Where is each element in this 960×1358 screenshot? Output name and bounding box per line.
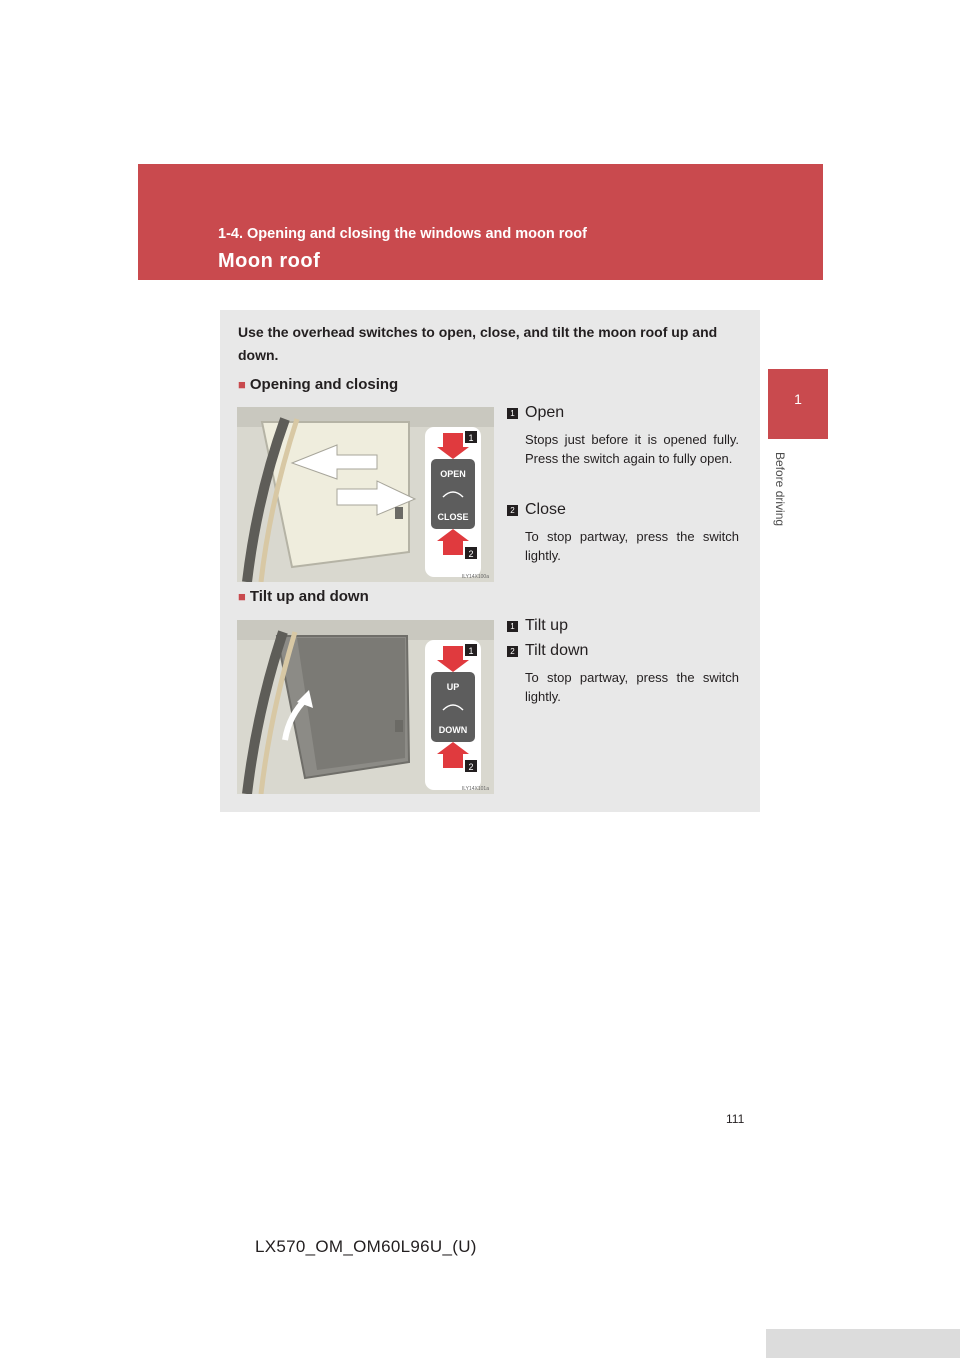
step-title: Close [525, 501, 566, 518]
figure-open-close [237, 407, 494, 582]
callout-2: 2 [468, 549, 474, 559]
switch-bottom-label: DOWN [438, 725, 468, 735]
chapter-tab[interactable] [768, 369, 828, 439]
tilt-illustration [237, 620, 494, 794]
callout-2: 2 [468, 762, 474, 772]
callout-1: 1 [468, 646, 474, 656]
step-tilt-down [507, 642, 739, 706]
switch-top-label: OPEN [440, 469, 466, 479]
header-band [138, 164, 823, 280]
switch-bottom-label: CLOSE [437, 512, 469, 522]
step-description: To stop partway, press the switch lightly. [525, 529, 739, 563]
figure-tilt [237, 620, 494, 794]
chapter-side-label: Before driving [773, 452, 787, 527]
figure-code: ILY14X101a [461, 786, 489, 792]
step-description: To stop partway, press the switch lightly. [525, 670, 739, 704]
square-bullet-icon: ■ [238, 377, 246, 392]
switch-top-label: UP [446, 682, 460, 692]
figure-code: ILY14X100a [461, 574, 489, 580]
section-heading-tilt: ■ Tilt up and down [238, 588, 369, 605]
step-description: Stops just before it is opened fully. Press the switch again to fully open. [525, 432, 739, 466]
intro-text: Use the overhead switches to open, close, and tilt the moon roof up and down. [238, 324, 718, 363]
step-number-badge: 1 [507, 621, 518, 632]
section-heading-opening: ■ Opening and closing [238, 376, 399, 393]
square-bullet-icon: ■ [238, 589, 246, 604]
chapter-number: 1 [794, 391, 802, 407]
callout-1: 1 [468, 433, 474, 443]
watermark-tile [766, 1329, 960, 1358]
step-tilt-up [507, 617, 739, 635]
page-title: Moon roof [218, 250, 321, 272]
step-number-badge: 2 [507, 505, 518, 516]
page-number: 111 [726, 1112, 745, 1126]
step-title: Tilt down [525, 642, 589, 659]
step-number-badge: 2 [507, 646, 518, 657]
step-close [507, 501, 739, 565]
step-title: Open [525, 404, 565, 421]
step-open [507, 404, 739, 468]
footer-code: LX570_OM_OM60L96U_(U) [255, 1237, 477, 1256]
step-title: Tilt up [525, 617, 568, 634]
content-box [220, 310, 760, 812]
open-close-illustration [237, 407, 494, 582]
step-number-badge: 1 [507, 408, 518, 419]
section-label: 1-4. Opening and closing the windows and moon roof [218, 226, 587, 242]
